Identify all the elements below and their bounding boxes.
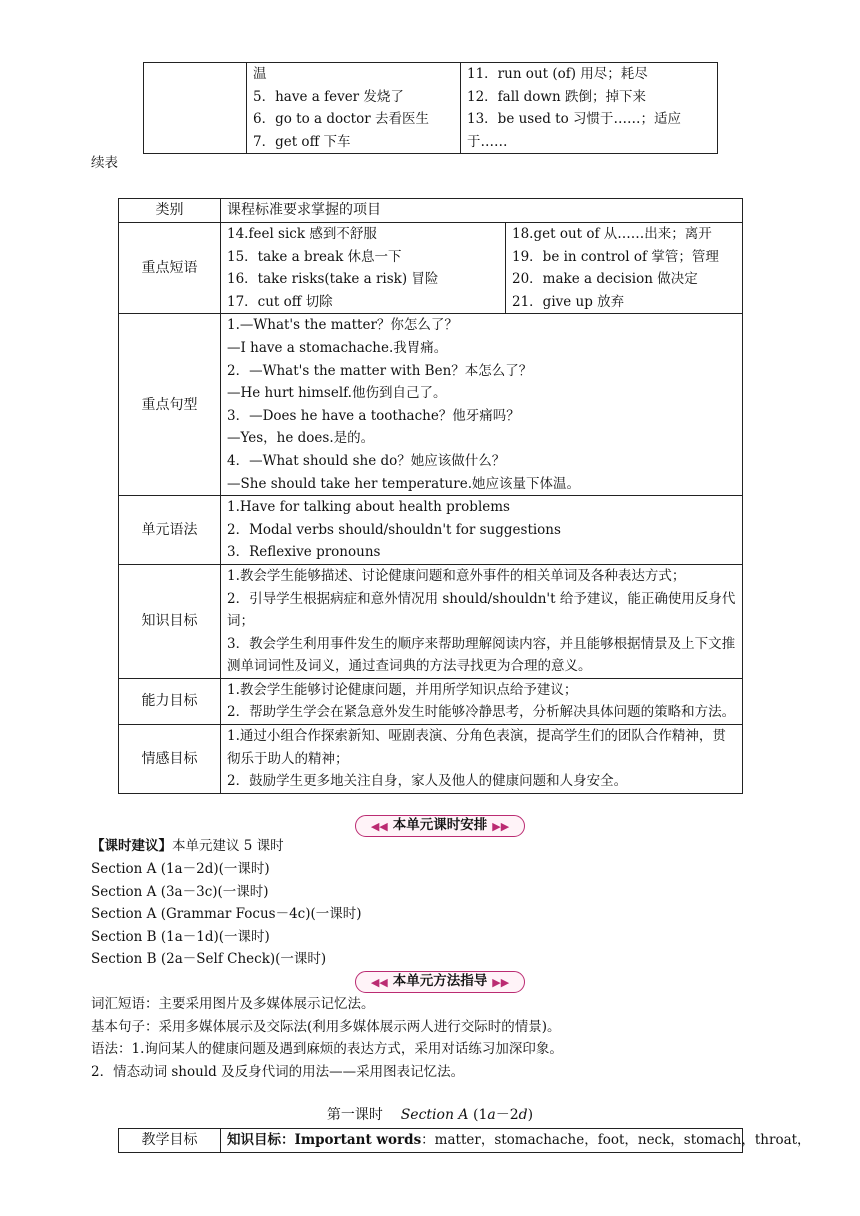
emotion-para: 2．鼓励学生更多地关注自身，家人及他人的健康问题和人身安全。 [227, 773, 628, 790]
schedule-section: Section B (1a－1d)(一课时) [91, 929, 270, 945]
sentence-line: 4．—What should she do？她应该做什么？ [227, 452, 506, 469]
important-words-colon: ： [421, 1132, 435, 1148]
top-table-empty-cell [144, 63, 247, 154]
phrase-line: 15．take a break 休息一下 [227, 248, 402, 265]
sentences-cell [221, 314, 743, 496]
emotion-para: 1.通过小组合作探索新知、哑剧表演、分角色表演，提高学生们的团队合作精神，贯彻乐于助人的精神； [227, 728, 726, 767]
top-right-line: 于…… [467, 133, 508, 150]
banner-right-arrow-icon: ▶▶ [492, 819, 510, 833]
category-sentences: 重点句型 [119, 314, 221, 496]
top-right-line: 13．be used to 习惯于……；适应 [467, 111, 681, 128]
continued-label: 续表 [91, 155, 118, 171]
sentence-line: 3．—Does he have a toothache？他牙痛吗？ [227, 407, 520, 424]
method-banner [355, 971, 525, 993]
phrase-line: 16．take risks(take a risk) 冒险 [227, 271, 439, 288]
knowledge-cell [221, 564, 743, 678]
category-emotion: 情感目标 [119, 725, 221, 794]
bottom-goal-cell [221, 1129, 811, 1153]
important-words-list: matter，stomachache，foot，neck，stomach，throat， [434, 1132, 811, 1148]
category-knowledge: 知识目标 [119, 564, 221, 678]
sentence-line: —She should take her temperature.她应该量下体温。 [227, 475, 580, 492]
top-table-right-cell [461, 63, 718, 154]
header-category: 类别 [119, 199, 221, 223]
grammar-line: 3．Reflexive pronouns [227, 544, 381, 561]
phrase-line: 17．cut off 切除 [227, 293, 333, 310]
banner-left-arrow-icon: ◀◀ [370, 975, 388, 989]
bottom-goal-label: 知识目标： [227, 1132, 295, 1148]
lesson-title-section: Section A [400, 1107, 469, 1123]
main-table [118, 198, 743, 794]
phrase-line: 21．give up 放弃 [512, 293, 625, 310]
top-left-line: 6．go to a doctor 去看医生 [253, 111, 429, 128]
top-left-line: 温 [253, 66, 267, 82]
top-right-line: 11．run out (of) 用尽；耗尽 [467, 66, 648, 82]
phrases-left-cell [221, 223, 506, 314]
banner-right-arrow-icon: ▶▶ [492, 975, 510, 989]
lesson-title-dash: －2 [495, 1107, 519, 1123]
method-line: 词汇短语：主要采用图片及多媒体展示记忆法。 [91, 996, 375, 1012]
grammar-line: 2．Modal verbs should/shouldn't for suggestions [227, 521, 561, 538]
banner-left-arrow-icon: ◀◀ [370, 819, 388, 833]
phrase-line: 19．be in control of 掌管；管理 [512, 248, 719, 265]
sentence-line: —He hurt himself.他伤到自己了。 [227, 385, 447, 402]
schedule-section: Section B (2a－Self Check)(一课时) [91, 951, 327, 967]
emotion-cell [221, 725, 743, 794]
lesson-title-d: d [518, 1107, 528, 1123]
phrase-line: 14.feel sick 感到不舒服 [227, 226, 377, 242]
method-banner-label: 本单元方法指导 [392, 973, 488, 990]
method-line: 语法：1.询问某人的健康问题及遇到麻烦的表达方式，采用对话练习加深印象。 [91, 1041, 563, 1057]
lesson-title-open: (1 [473, 1107, 488, 1123]
grammar-cell [221, 496, 743, 565]
ability-para: 2．帮助学生学会在紧急意外发生时能够冷静思考，分析解决具体问题的策略和方法。 [227, 704, 736, 721]
phrases-right-cell [506, 223, 743, 314]
schedule-section: Section A (3a－3c)(一课时) [91, 884, 269, 900]
sentence-line: —I have a stomachache.我胃痛。 [227, 339, 448, 356]
important-words-label: Important words [294, 1132, 422, 1148]
category-phrases: 重点短语 [119, 223, 221, 314]
schedule-section: Section A (1a－2d)(一课时) [91, 861, 270, 877]
grammar-line: 1.Have for talking about health problems [227, 499, 510, 516]
category-grammar: 单元语法 [119, 496, 221, 565]
phrase-line: 18.get out of 从……出来；离开 [512, 226, 712, 242]
sentence-line: 1.—What's the matter？你怎么了？ [227, 317, 458, 334]
header-items: 课程标准要求掌握的项目 [221, 199, 743, 223]
lesson-title-close: ) [527, 1107, 534, 1123]
top-table-left-cell [247, 63, 461, 154]
top-table [143, 62, 718, 154]
schedule-banner-label: 本单元课时安排 [392, 817, 488, 834]
schedule-lead [91, 840, 284, 854]
method-line: 2．情态动词 should 及反身代词的用法——采用图表记忆法。 [91, 1064, 465, 1080]
top-left-line: 7．get off 下车 [253, 133, 351, 150]
schedule-banner [355, 815, 525, 837]
ability-cell [221, 678, 743, 724]
bottom-category: 教学目标 [119, 1129, 221, 1153]
schedule-section: Section A (Grammar Focus－4c)(一课时) [91, 906, 362, 922]
method-line: 基本句子：采用多媒体展示及交际法(利用多媒体展示两人进行交际时的情景)。 [91, 1019, 561, 1035]
lesson-title [0, 1108, 860, 1122]
top-right-line: 12．fall down 跌倒；掉下来 [467, 88, 646, 105]
ability-para: 1.教会学生能够讨论健康问题，并用所学知识点给予建议； [227, 681, 578, 698]
category-ability: 能力目标 [119, 678, 221, 724]
schedule-lead-rest: 本单元建议 5 课时 [172, 838, 284, 854]
lesson-title-a: a [487, 1107, 496, 1123]
knowledge-para: 2．引导学生根据病症和意外情况用 should/shouldn't 给予建议，能正确使用反身代词； [227, 590, 736, 630]
lesson-title-prefix: 第一课时 [326, 1107, 383, 1123]
top-left-line: 5．have a fever 发烧了 [253, 88, 404, 105]
phrase-line: 20．make a decision 做决定 [512, 271, 698, 288]
sentence-line: 2．—What's the matter with Ben？本怎么了？ [227, 362, 533, 379]
schedule-lead-bracketed: 【课时建议】 [91, 838, 172, 854]
sentence-line: —Yes，he does.是的。 [227, 430, 375, 447]
knowledge-para: 1.教会学生能够描述、讨论健康问题和意外事件的相关单词及各种表达方式； [227, 567, 686, 584]
bottom-table [118, 1128, 811, 1153]
knowledge-para: 3．教会学生利用事件发生的顺序来帮助理解阅读内容，并且能够根据情景及上下文推测单词词性及词义，通过查词典的方法寻找更为合理的意义。 [227, 635, 736, 675]
